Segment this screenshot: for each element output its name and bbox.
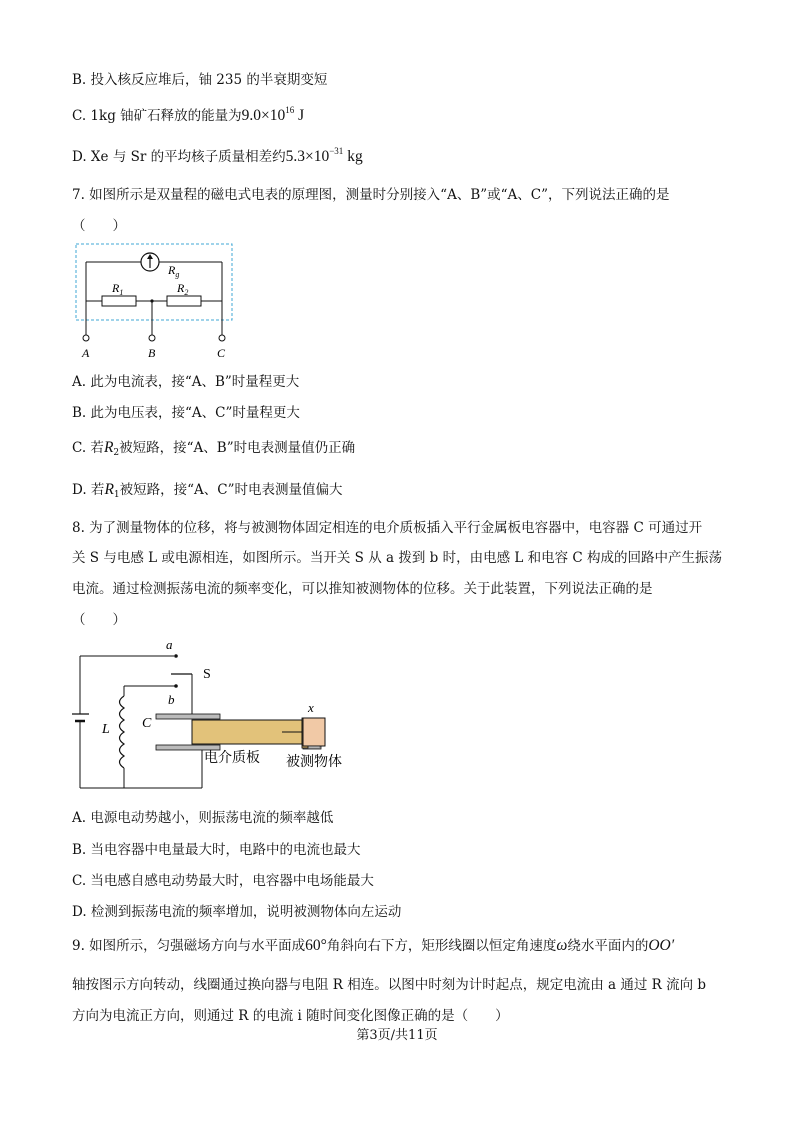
capacitor-label: C (142, 716, 152, 731)
q6-option-d: D. Xe 与 Sr 的平均核子质量相差约$5.3\times 10^{-31}$ kg (72, 146, 363, 165)
q9-stem-line-1: 9. 如图所示，匀强磁场方向与水平面成60°角斜向右下方，矩形线圈以恒定角速度ω绕水平面内的OO′ (72, 937, 675, 954)
q6-option-b: B. 投入核反应堆后，铀 235 的半衰期变短 (72, 72, 328, 88)
object-label: 被测物体 (286, 755, 342, 770)
page-footer: 第3页/共11页 (356, 1028, 438, 1043)
terminal-c-label: C (217, 346, 226, 360)
q8-stem-line-1: 8. 为了测量物体的位移，将与被测物体固定相连的电介质板插入平行金属板电容器中，电容器 C 可通过开 (72, 520, 703, 536)
terminal-c (219, 335, 225, 341)
capacitor-top-plate (156, 714, 220, 719)
battery-icon (72, 714, 89, 721)
q9-stem-line-2: 轴按图示方向转动，线圈通过换向器与电阻 R 相连。以图中时刻为计时起点，规定电流由 a 通过 R 流向 b (72, 977, 707, 993)
terminal-b-label: B (148, 346, 156, 360)
contact-b-label: b (168, 692, 175, 707)
r2-label: $R_2$ (177, 281, 189, 297)
measured-object (303, 718, 325, 746)
q8-option-d: D. 检测到振荡电流的频率增加，说明被测物体向左运动 (72, 904, 402, 920)
inductor-label: L (102, 722, 110, 737)
q7-option-c: C. 若$R_2$被短路，接“A、B”时电表测量值仍正确 (72, 439, 356, 458)
q8-stem-line-2: 关 S 与电感 L 或电源相连，如图所示。当开关 S 从 a 拨到 b 时，由电感 L 和电容 C 构成的回路中产生振荡 (72, 550, 723, 566)
q7-option-d: D. 若$R_1$被短路，接“A、C”时电表测量值偏大 (72, 481, 343, 500)
contact-a-label: a (166, 637, 173, 652)
capacitor-bottom-plate (156, 745, 220, 750)
mass-difference-value: $5.3\times 10^{-31}$ kg (285, 146, 363, 165)
dielectric-label: 电介质板 (204, 751, 260, 766)
switch-label: S (203, 667, 211, 682)
galvanometer-icon (141, 253, 159, 271)
q7-circuit-diagram (72, 240, 240, 364)
q7-option-a: A. 此为电流表，接“A、B”时量程更大 (72, 374, 300, 390)
q6-option-c: C. 1kg 铀矿石释放的能量为$9.0\times 10^{16}$ J (72, 105, 305, 124)
gauge-label: $R_g$ (168, 263, 180, 279)
inductor-coil (120, 696, 125, 768)
q8-lc-circuit-diagram (72, 634, 362, 794)
resistor-r2 (167, 296, 201, 306)
terminal-b (149, 335, 155, 341)
energy-value: $9.0\times 10^{16}$ J (241, 105, 305, 124)
r1-label: $R_1$ (112, 281, 124, 297)
terminal-a-label: A (82, 346, 90, 360)
q8-option-b: B. 当电容器中电量最大时，电路中的电流也最大 (72, 842, 361, 858)
q7-answer-paren: （ ） (72, 218, 126, 234)
q8-stem-line-3: 电流。通过检测振荡电流的频率变化，可以推知被测物体的位移。关于此装置，下列说法正确的是 (72, 581, 653, 597)
resistor-r1 (102, 296, 136, 306)
q8-answer-paren: （ ） (72, 612, 126, 628)
displacement-x-label: x (308, 700, 314, 715)
q8-option-a: A. 电源电动势越小，则振荡电流的频率越低 (72, 810, 334, 826)
q7-option-b: B. 此为电压表，接“A、C”时量程更大 (72, 405, 300, 421)
q7-stem: 7. 如图所示是双量程的磁电式电表的原理图，测量时分别接入“A、B”或“A、C”，下列说法正确的是 (72, 187, 670, 203)
q9-stem-line-3: 方向为电流正方向，则通过 R 的电流 i 随时间变化图像正确的是（ ） (72, 1008, 509, 1024)
terminal-a (83, 335, 89, 341)
q8-option-c: C. 当电感自感电动势最大时，电容器中电场能最大 (72, 873, 374, 889)
